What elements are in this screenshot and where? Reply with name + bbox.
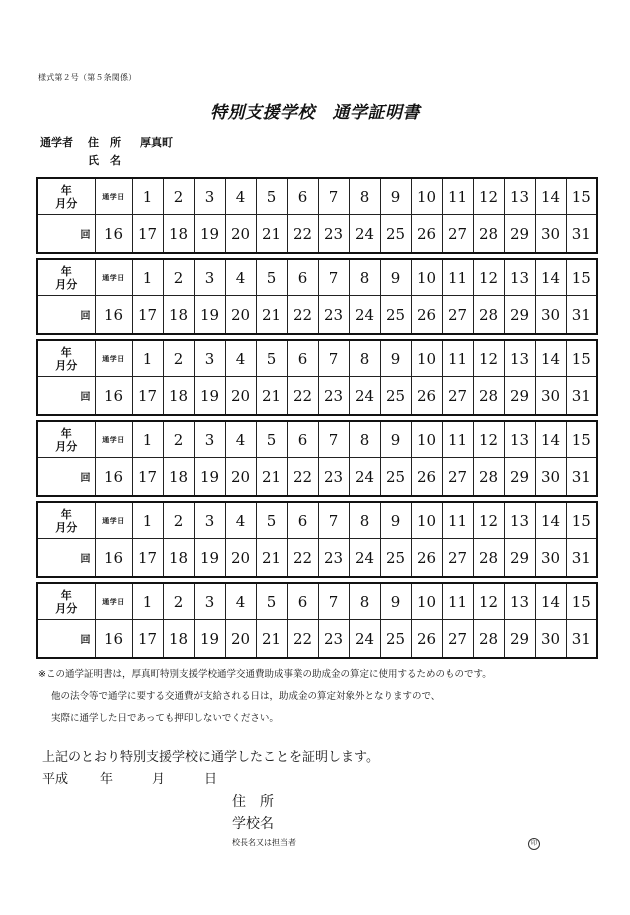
day-cell[interactable]: 19: [194, 458, 225, 497]
notes: [38, 664, 492, 730]
day-cell[interactable]: 8: [349, 259, 380, 296]
day-cell[interactable]: 22: [287, 458, 318, 497]
day-cell[interactable]: 20: [225, 296, 256, 335]
day-cell[interactable]: 8: [349, 340, 380, 377]
year-label: 年: [60, 507, 72, 521]
count-label: 回: [37, 620, 95, 659]
note-line-1: ※この通学証明書は，厚真町特別支援学校通学交通費助成事業の助成金の算定に使用するためのものです。: [38, 669, 492, 680]
day-cell[interactable]: 13: [504, 583, 535, 620]
day-cell[interactable]: 1: [132, 421, 163, 458]
day-cell[interactable]: 28: [473, 620, 504, 659]
day-cell[interactable]: 12: [473, 583, 504, 620]
day-cell[interactable]: 14: [535, 259, 566, 296]
day-cell[interactable]: 21: [256, 458, 287, 497]
note-line-2: 他の法令等で通学に要する交通費が支給される日は，助成金の算定対象外となりますので、: [51, 691, 441, 702]
day-cell[interactable]: 6: [287, 421, 318, 458]
day-cell[interactable]: 21: [256, 620, 287, 659]
month-label: 月分: [55, 277, 78, 291]
days-row-second: [37, 458, 597, 497]
day-cell[interactable]: 23: [318, 539, 349, 578]
day-cell[interactable]: 12: [473, 421, 504, 458]
day-cell[interactable]: 30: [535, 377, 566, 416]
day-cell[interactable]: 29: [504, 539, 535, 578]
day-cell[interactable]: 18: [163, 458, 194, 497]
school-day-label: 通学日: [95, 340, 132, 377]
day-cell[interactable]: 3: [194, 259, 225, 296]
day-cell[interactable]: 29: [504, 377, 535, 416]
day-cell[interactable]: 16: [95, 377, 132, 416]
day-cell[interactable]: 28: [473, 539, 504, 578]
day-cell[interactable]: 13: [504, 421, 535, 458]
day-cell[interactable]: 24: [349, 539, 380, 578]
day-cell[interactable]: 27: [442, 296, 473, 335]
day-cell[interactable]: 18: [163, 377, 194, 416]
count-label: 回: [37, 539, 95, 578]
day-cell[interactable]: 14: [535, 502, 566, 539]
day-cell[interactable]: 22: [287, 377, 318, 416]
day-cell[interactable]: 4: [225, 502, 256, 539]
day-cell[interactable]: 15: [566, 259, 597, 296]
day-cell[interactable]: 11: [442, 583, 473, 620]
day-cell[interactable]: 18: [163, 296, 194, 335]
seal-mark: 印: [528, 838, 540, 850]
day-cell[interactable]: 2: [163, 502, 194, 539]
attendance-blocks: [36, 177, 596, 663]
day-cell[interactable]: 3: [194, 340, 225, 377]
day-cell[interactable]: 23: [318, 377, 349, 416]
day-cell[interactable]: 17: [132, 377, 163, 416]
day-cell[interactable]: 5: [256, 502, 287, 539]
day-cell[interactable]: 25: [380, 296, 411, 335]
day-cell[interactable]: 31: [566, 215, 597, 254]
day-cell[interactable]: 17: [132, 458, 163, 497]
day-cell[interactable]: 26: [411, 296, 442, 335]
year-month-cell[interactable]: [37, 421, 95, 458]
day-cell[interactable]: 5: [256, 178, 287, 215]
day-cell[interactable]: 2: [163, 259, 194, 296]
day-cell[interactable]: 26: [411, 458, 442, 497]
day-cell[interactable]: 31: [566, 620, 597, 659]
month-label: 月分: [55, 439, 78, 453]
year-label: 年: [60, 588, 72, 602]
day-cell[interactable]: 30: [535, 458, 566, 497]
date-month: 月: [152, 772, 166, 787]
day-cell[interactable]: 22: [287, 620, 318, 659]
day-cell[interactable]: 4: [225, 178, 256, 215]
day-cell[interactable]: 30: [535, 296, 566, 335]
day-cell[interactable]: 27: [442, 539, 473, 578]
student-label: 通学者: [40, 136, 73, 149]
day-cell[interactable]: 4: [225, 259, 256, 296]
month-block: [36, 420, 598, 497]
day-cell[interactable]: 11: [442, 259, 473, 296]
day-cell[interactable]: 12: [473, 178, 504, 215]
day-cell[interactable]: 13: [504, 259, 535, 296]
day-cell[interactable]: 6: [287, 259, 318, 296]
day-cell[interactable]: 26: [411, 377, 442, 416]
day-cell[interactable]: 13: [504, 502, 535, 539]
day-cell[interactable]: 21: [256, 296, 287, 335]
day-cell[interactable]: 10: [411, 583, 442, 620]
day-cell[interactable]: 2: [163, 340, 194, 377]
day-cell[interactable]: 24: [349, 215, 380, 254]
days-row-second: [37, 377, 597, 416]
day-cell[interactable]: 9: [380, 502, 411, 539]
day-cell[interactable]: 27: [442, 458, 473, 497]
year-month-cell[interactable]: [37, 340, 95, 377]
year-label: 年: [60, 345, 72, 359]
day-cell[interactable]: 8: [349, 583, 380, 620]
day-cell[interactable]: 25: [380, 620, 411, 659]
day-cell[interactable]: 7: [318, 178, 349, 215]
day-cell[interactable]: 7: [318, 340, 349, 377]
day-cell[interactable]: 16: [95, 620, 132, 659]
day-cell[interactable]: 11: [442, 502, 473, 539]
day-cell[interactable]: 29: [504, 215, 535, 254]
day-cell[interactable]: 21: [256, 539, 287, 578]
day-cell[interactable]: 19: [194, 215, 225, 254]
day-cell[interactable]: 9: [380, 583, 411, 620]
day-cell[interactable]: 18: [163, 215, 194, 254]
day-cell[interactable]: 19: [194, 377, 225, 416]
day-cell[interactable]: 18: [163, 620, 194, 659]
school-day-label: 通学日: [95, 259, 132, 296]
day-cell[interactable]: 29: [504, 296, 535, 335]
day-cell[interactable]: 11: [442, 340, 473, 377]
day-cell[interactable]: 13: [504, 340, 535, 377]
day-cell[interactable]: 20: [225, 539, 256, 578]
days-row-second: [37, 296, 597, 335]
principal-label: 校長名又は担当者: [232, 838, 296, 847]
day-cell[interactable]: 8: [349, 502, 380, 539]
day-cell[interactable]: 16: [95, 296, 132, 335]
day-cell[interactable]: 28: [473, 215, 504, 254]
day-cell[interactable]: 6: [287, 340, 318, 377]
school-info: [232, 791, 296, 851]
school-day-label: 通学日: [95, 421, 132, 458]
day-cell[interactable]: 31: [566, 377, 597, 416]
student-info: [40, 134, 173, 170]
days-row-first: [37, 340, 597, 377]
day-cell[interactable]: 4: [225, 583, 256, 620]
day-cell[interactable]: 17: [132, 296, 163, 335]
certification: [42, 747, 379, 791]
day-cell[interactable]: 10: [411, 340, 442, 377]
day-cell[interactable]: 8: [349, 421, 380, 458]
day-cell[interactable]: 23: [318, 215, 349, 254]
form-number: 様式第２号（第５条関係）: [38, 73, 137, 82]
day-cell[interactable]: 19: [194, 296, 225, 335]
day-cell[interactable]: 27: [442, 377, 473, 416]
month-block: [36, 501, 598, 578]
day-cell[interactable]: 5: [256, 421, 287, 458]
day-cell[interactable]: 5: [256, 583, 287, 620]
day-cell[interactable]: 13: [504, 178, 535, 215]
day-cell[interactable]: 21: [256, 215, 287, 254]
school-address-label: 住 所: [232, 794, 274, 810]
day-cell[interactable]: 9: [380, 178, 411, 215]
day-cell[interactable]: 25: [380, 377, 411, 416]
day-cell[interactable]: 10: [411, 259, 442, 296]
address-label: 住 所: [88, 136, 121, 149]
school-day-label: 通学日: [95, 502, 132, 539]
day-cell[interactable]: 12: [473, 259, 504, 296]
day-cell[interactable]: 30: [535, 215, 566, 254]
day-cell[interactable]: 2: [163, 178, 194, 215]
day-cell[interactable]: 22: [287, 296, 318, 335]
name-label: 氏 名: [88, 154, 121, 167]
address-value: 厚真町: [140, 136, 173, 149]
certification-statement: 上記のとおり特別支援学校に通学したことを証明します。: [42, 750, 379, 765]
day-cell[interactable]: 15: [566, 178, 597, 215]
count-label: 回: [37, 458, 95, 497]
day-cell[interactable]: 6: [287, 583, 318, 620]
day-cell[interactable]: 25: [380, 215, 411, 254]
day-cell[interactable]: 10: [411, 178, 442, 215]
day-cell[interactable]: 1: [132, 259, 163, 296]
day-cell[interactable]: 6: [287, 178, 318, 215]
day-cell[interactable]: 24: [349, 458, 380, 497]
year-month-cell[interactable]: [37, 259, 95, 296]
day-cell[interactable]: 31: [566, 458, 597, 497]
day-cell[interactable]: 4: [225, 340, 256, 377]
day-cell[interactable]: 15: [566, 502, 597, 539]
day-cell[interactable]: 23: [318, 458, 349, 497]
day-cell[interactable]: 16: [95, 539, 132, 578]
day-cell[interactable]: 26: [411, 215, 442, 254]
day-cell[interactable]: 10: [411, 502, 442, 539]
day-cell[interactable]: 16: [95, 215, 132, 254]
day-cell[interactable]: 9: [380, 421, 411, 458]
day-cell[interactable]: 15: [566, 421, 597, 458]
month-label: 月分: [55, 196, 78, 210]
day-cell[interactable]: 22: [287, 215, 318, 254]
certification-date: [42, 769, 379, 791]
days-row-first: [37, 259, 597, 296]
date-year: 年: [100, 772, 114, 787]
day-cell[interactable]: 26: [411, 620, 442, 659]
day-cell[interactable]: 19: [194, 620, 225, 659]
day-cell[interactable]: 14: [535, 340, 566, 377]
school-day-label: 通学日: [95, 178, 132, 215]
year-month-cell[interactable]: [37, 178, 95, 215]
count-label: 回: [37, 296, 95, 335]
day-cell[interactable]: 7: [318, 421, 349, 458]
month-label: 月分: [55, 601, 78, 615]
day-cell[interactable]: 20: [225, 458, 256, 497]
day-cell[interactable]: 1: [132, 583, 163, 620]
day-cell[interactable]: 14: [535, 583, 566, 620]
day-cell[interactable]: 1: [132, 340, 163, 377]
day-cell[interactable]: 9: [380, 340, 411, 377]
days-row-second: [37, 215, 597, 254]
days-row-first: [37, 583, 597, 620]
day-cell[interactable]: 28: [473, 377, 504, 416]
days-row-first: [37, 502, 597, 539]
day-cell[interactable]: 21: [256, 377, 287, 416]
month-label: 月分: [55, 358, 78, 372]
day-cell[interactable]: 20: [225, 215, 256, 254]
document-title: 特別支援学校 通学証明書: [210, 103, 420, 123]
day-cell[interactable]: 11: [442, 421, 473, 458]
day-cell[interactable]: 23: [318, 620, 349, 659]
day-cell[interactable]: 30: [535, 539, 566, 578]
day-cell[interactable]: 2: [163, 583, 194, 620]
day-cell[interactable]: 18: [163, 539, 194, 578]
day-cell[interactable]: 17: [132, 620, 163, 659]
day-cell[interactable]: 17: [132, 539, 163, 578]
day-cell[interactable]: 3: [194, 502, 225, 539]
month-block: [36, 177, 598, 254]
student-address-row: [40, 134, 173, 152]
day-cell[interactable]: 25: [380, 539, 411, 578]
day-cell[interactable]: 14: [535, 178, 566, 215]
year-label: 年: [60, 264, 72, 278]
day-cell[interactable]: 8: [349, 178, 380, 215]
day-cell[interactable]: 3: [194, 421, 225, 458]
day-cell[interactable]: 5: [256, 259, 287, 296]
month-block: [36, 582, 598, 659]
note-line-3: 実際に通学した日であっても押印しないでください。: [51, 713, 279, 724]
date-era: 平成: [42, 772, 69, 787]
date-day: 日: [204, 772, 218, 787]
count-label: 回: [37, 377, 95, 416]
day-cell[interactable]: 24: [349, 377, 380, 416]
day-cell[interactable]: 14: [535, 421, 566, 458]
month-label: 月分: [55, 520, 78, 534]
day-cell[interactable]: 12: [473, 502, 504, 539]
days-row-second: [37, 539, 597, 578]
day-cell[interactable]: 11: [442, 178, 473, 215]
day-cell[interactable]: 26: [411, 539, 442, 578]
day-cell[interactable]: 3: [194, 178, 225, 215]
year-month-cell[interactable]: [37, 502, 95, 539]
month-block: [36, 258, 598, 335]
day-cell[interactable]: 30: [535, 620, 566, 659]
school-day-label: 通学日: [95, 583, 132, 620]
year-label: 年: [60, 426, 72, 440]
day-cell[interactable]: 22: [287, 539, 318, 578]
day-cell[interactable]: 24: [349, 620, 380, 659]
days-row-first: [37, 178, 597, 215]
year-month-cell[interactable]: [37, 583, 95, 620]
day-cell[interactable]: 23: [318, 296, 349, 335]
days-row-first: [37, 421, 597, 458]
day-cell[interactable]: 9: [380, 259, 411, 296]
day-cell[interactable]: 29: [504, 620, 535, 659]
year-label: 年: [60, 183, 72, 197]
count-label: 回: [37, 215, 95, 254]
day-cell[interactable]: 5: [256, 340, 287, 377]
day-cell[interactable]: 31: [566, 539, 597, 578]
day-cell[interactable]: 7: [318, 259, 349, 296]
day-cell[interactable]: 19: [194, 539, 225, 578]
day-cell[interactable]: 15: [566, 340, 597, 377]
day-cell[interactable]: 12: [473, 340, 504, 377]
day-cell[interactable]: 28: [473, 296, 504, 335]
day-cell[interactable]: 7: [318, 583, 349, 620]
day-cell[interactable]: 17: [132, 215, 163, 254]
day-cell[interactable]: 27: [442, 620, 473, 659]
day-cell[interactable]: 20: [225, 620, 256, 659]
day-cell[interactable]: 1: [132, 502, 163, 539]
day-cell[interactable]: 15: [566, 583, 597, 620]
days-row-second: [37, 620, 597, 659]
day-cell[interactable]: 4: [225, 421, 256, 458]
day-cell[interactable]: 16: [95, 458, 132, 497]
day-cell[interactable]: 10: [411, 421, 442, 458]
day-cell[interactable]: 6: [287, 502, 318, 539]
day-cell[interactable]: 3: [194, 583, 225, 620]
day-cell[interactable]: 25: [380, 458, 411, 497]
day-cell[interactable]: 7: [318, 502, 349, 539]
day-cell[interactable]: 29: [504, 458, 535, 497]
day-cell[interactable]: 27: [442, 215, 473, 254]
month-block: [36, 339, 598, 416]
school-name-label: 学校名: [232, 816, 274, 832]
day-cell[interactable]: 31: [566, 296, 597, 335]
day-cell[interactable]: 28: [473, 458, 504, 497]
day-cell[interactable]: 20: [225, 377, 256, 416]
day-cell[interactable]: 24: [349, 296, 380, 335]
student-name-row: [40, 152, 173, 170]
day-cell[interactable]: 1: [132, 178, 163, 215]
day-cell[interactable]: 2: [163, 421, 194, 458]
